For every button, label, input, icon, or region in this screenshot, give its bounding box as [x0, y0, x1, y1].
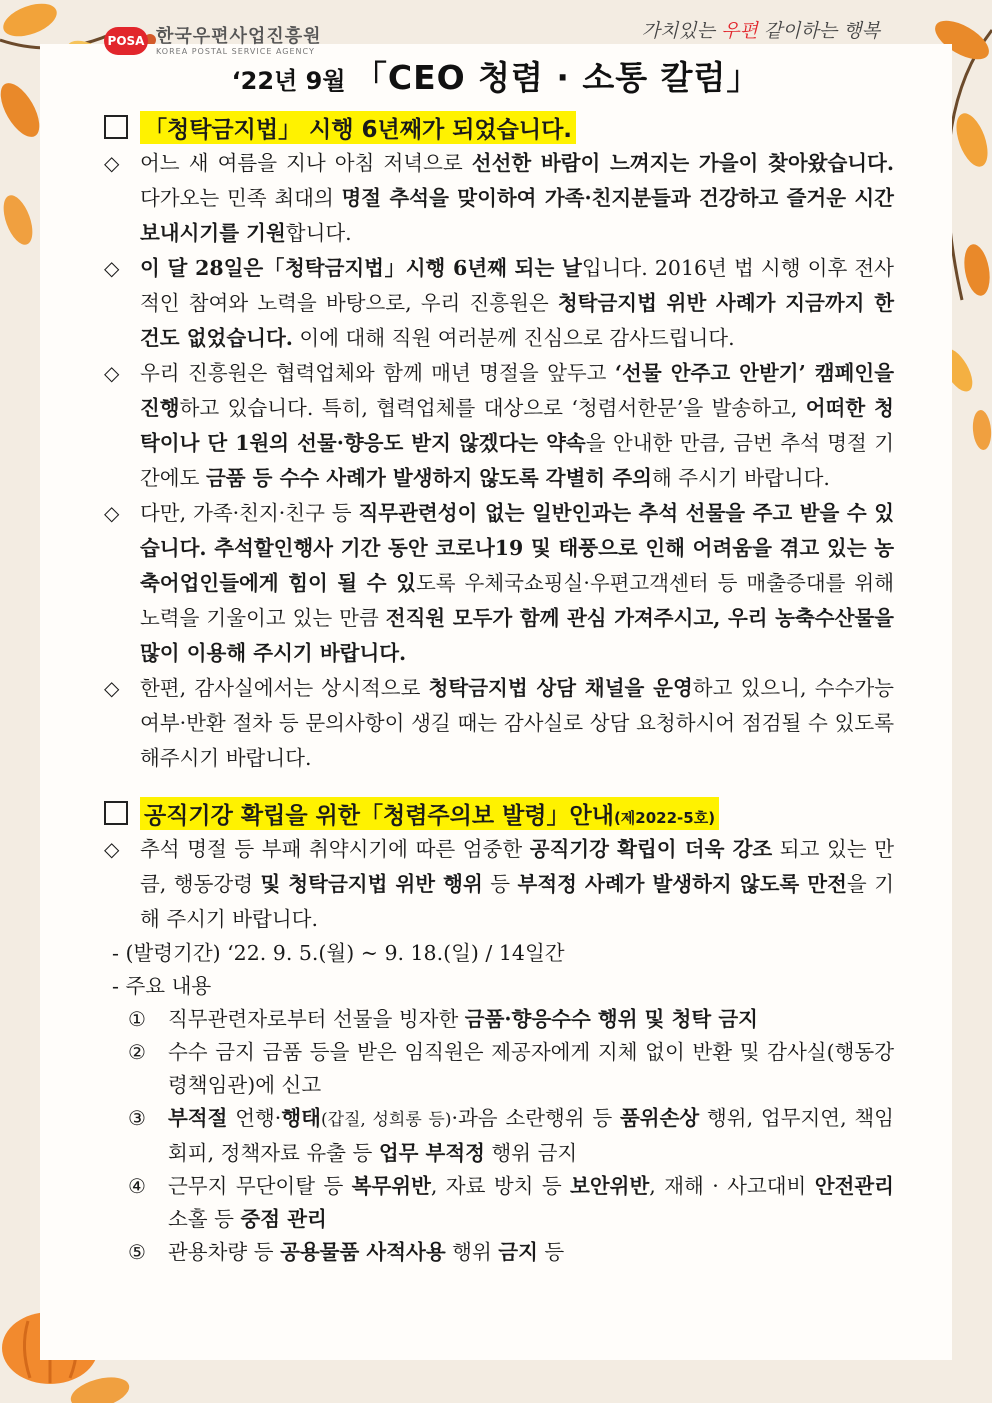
- text-segment: 해 주시기 바랍니다.: [651, 466, 830, 490]
- bold-text-segment: 어떠한 청탁이나 단 1원의 선물·향응도 받지 않겠다는 약속: [140, 396, 894, 455]
- text-segment: 합니다.: [285, 221, 352, 245]
- bullet-paragraph: [104, 146, 894, 251]
- text-segment: 우리 진흥원은 협력업체와 함께 매년 명절을 앞두고: [140, 361, 615, 385]
- text-segment: 다가오는 민족 최대의: [140, 186, 342, 210]
- bullet-paragraph: [104, 356, 894, 496]
- section2-heading: [104, 794, 894, 832]
- diamond-bullet-icon: ◇: [104, 501, 120, 525]
- text-segment: 수수 금지 금품 등을 받은 임직원은 제공자에게 지체 없이 반환 및 감사실(행동강령책임관)에 신고: [168, 1040, 894, 1097]
- text-segment: 행위: [445, 1240, 499, 1264]
- bullet-paragraph: [104, 496, 894, 671]
- main-contents-label: - 주요 내용: [112, 974, 212, 998]
- section2-heading-note: (제2022-5호): [613, 808, 716, 827]
- bullet-paragraph: [104, 832, 894, 937]
- logo-name-english: KOREA POSTAL SERVICE AGENCY: [156, 46, 315, 56]
- section2-heading-text: 공직기강 확립을 위한「청렴주의보 발령」안내: [144, 802, 614, 829]
- slogan: 가치있는 우편 같이하는 행복: [641, 20, 880, 42]
- section2-items: [104, 832, 894, 937]
- numbered-item-text: [168, 1036, 894, 1102]
- numbered-item-text: [168, 1236, 894, 1269]
- bullet-paragraph: [104, 251, 894, 356]
- bold-text-segment: 중점 관리: [240, 1207, 327, 1231]
- text-segment: 어느 새 여름을 지나 아침 저녁으로: [140, 151, 472, 175]
- bold-text-segment: 청탁금지법 위반 사례가 지금까지 한 건도 없었습니다.: [140, 291, 894, 350]
- numbered-item-text: [168, 1102, 894, 1170]
- bold-text-segment: ‘선물 안주고 안받기’ 캠페인을 진행: [140, 361, 894, 420]
- logo-name-korean: 한국우편사업진흥원: [156, 25, 322, 47]
- text-segment: , 자료 방치 등: [430, 1174, 571, 1198]
- title-main: 「CEO 청렴 · 소통 칼럼」: [353, 58, 761, 97]
- text-segment: 행위, 업무지연, 책임회피, 정책자료 유출 등: [168, 1106, 894, 1165]
- numbered-item-text: [168, 1003, 894, 1036]
- paragraph-text: [140, 671, 894, 776]
- text-segment: 하고 있습니다. 특히, 협력업체를 대상으로 ‘청렴서한문’을 발송하고,: [179, 396, 806, 420]
- text-segment: 입니다. 2016년 법 시행 이후 전사적인 참여와 노력을 바탕으로, 우리 진흥원은: [140, 256, 894, 315]
- text-segment: 등: [537, 1240, 565, 1264]
- circled-number-icon: ①: [128, 1007, 146, 1031]
- text-segment: 행위 금지: [484, 1141, 578, 1165]
- bullet-paragraph: [104, 671, 894, 776]
- text-segment: 을 기해 주시기 바랍니다.: [140, 872, 894, 931]
- text-segment: 소홀 등: [168, 1207, 241, 1231]
- circled-number-icon: ③: [128, 1106, 146, 1130]
- bold-text-segment: 선선한 바람이 느껴지는 가을이 찾아왔습니다.: [471, 151, 894, 175]
- bold-text-segment: 전직원 모두가 함께 관심 가져주시고, 우리 농축수산물을 많이 이용해 주시기 바랍니다.: [140, 606, 894, 665]
- bold-text-segment: 안전관리: [814, 1174, 894, 1198]
- paragraph-text: [140, 251, 894, 356]
- column-content: [104, 108, 894, 1269]
- circled-number-icon: ②: [128, 1040, 146, 1064]
- posa-badge: POSA: [104, 27, 148, 55]
- text-segment: 등: [482, 872, 518, 896]
- bold-text-segment: 복무위반: [351, 1174, 431, 1198]
- numbered-item: [104, 1236, 894, 1269]
- text-segment: , 재해 · 사고대비: [649, 1174, 815, 1198]
- bold-text-segment: 금품·향응수수 행위 및 청탁 금지: [464, 1007, 758, 1031]
- numbered-list: [104, 1003, 894, 1269]
- text-segment: ·과음 소란행위 등: [451, 1106, 620, 1130]
- bold-text-segment: 금품 등 수수 사례가 발생하지 않도록 각별히 주의: [205, 466, 652, 490]
- paragraph-text: [140, 146, 894, 251]
- checkbox-square-icon: [104, 115, 128, 139]
- text-segment: 하고 있으니, 수수가능 여부·반환 절차 등 문의사항이 생길 때는 감사실로 상담 요청하시어 점검될 수 있도록 해주시기 바랍니다.: [140, 676, 894, 770]
- section1-items: [104, 146, 894, 776]
- bold-text-segment: 업무 부적정: [378, 1141, 485, 1165]
- bold-text-segment: 부적절: [168, 1106, 228, 1130]
- numbered-item: [104, 1170, 894, 1236]
- diamond-bullet-icon: ◇: [104, 361, 120, 385]
- page-title: [0, 52, 992, 99]
- numbered-item: [104, 1036, 894, 1102]
- bold-text-segment: 품위손상: [619, 1106, 700, 1130]
- text-segment: (갑질, 성희롱 등): [320, 1110, 452, 1130]
- section1-heading: [104, 108, 894, 146]
- paragraph-text: [140, 832, 894, 937]
- text-segment: 관용차량 등: [168, 1240, 281, 1264]
- section1-heading-text: 「청탁금지법」 시행 6년째가 되었습니다.: [140, 111, 576, 144]
- bold-text-segment: 보안위반: [570, 1174, 650, 1198]
- bold-text-segment: 명절 추석을 맞이하여 가족·친지분들과 건강하고 즐거운 시간 보내시기를 기원: [140, 186, 894, 245]
- text-segment: 추석 명절 등 부패 취약시기에 따른 엄중한: [140, 837, 530, 861]
- numbered-item: [104, 1102, 894, 1170]
- title-date: ‘22년 9월: [231, 67, 354, 95]
- bold-text-segment: 이 달 28일은「청탁금지법」시행 6년째 되는 날: [140, 256, 582, 280]
- numbered-item: [104, 1003, 894, 1036]
- bold-text-segment: 공용물품 사적사용: [280, 1240, 446, 1264]
- text-segment: 도록 우체국쇼핑실·우편고객센터 등 매출증대를 위해 노력을 기울이고 있는 만큼: [140, 571, 894, 630]
- circled-number-icon: ⑤: [128, 1240, 146, 1264]
- paragraph-text: [140, 356, 894, 496]
- text-segment: 한편, 감사실에서는 상시적으로: [140, 676, 429, 700]
- alert-period: - (발령기간) ‘22. 9. 5.(월) ~ 9. 18.(일) / 14일간: [112, 941, 565, 965]
- bold-text-segment: 행태: [281, 1106, 321, 1130]
- text-segment: 되고 있는 만큼, 행동강령: [140, 837, 894, 896]
- text-segment: 근무지 무단이탈 등: [168, 1174, 352, 1198]
- diamond-bullet-icon: ◇: [104, 151, 120, 175]
- text-segment: 이에 대해 직원 여러분께 진심으로 감사드립니다.: [292, 326, 735, 350]
- diamond-bullet-icon: ◇: [104, 676, 120, 700]
- bold-text-segment: 공직기강 확립이 더욱 강조: [529, 837, 773, 861]
- text-segment: 언행·: [227, 1106, 282, 1130]
- diamond-bullet-icon: ◇: [104, 256, 120, 280]
- text-segment: 을 안내한 만큼, 금번 추석 명절 기간에도: [140, 431, 894, 490]
- paragraph-text: [140, 496, 894, 671]
- checkbox-square-icon: [104, 801, 128, 825]
- numbered-item-text: [168, 1170, 894, 1236]
- text-segment: 직무관련자로부터 선물을 빙자한: [168, 1007, 465, 1031]
- bold-text-segment: 부적정 사례가 발생하지 않도록 만전: [517, 872, 847, 896]
- bold-text-segment: 및 청탁금지법 위반 행위: [260, 872, 483, 896]
- bold-text-segment: 청탁금지법 상담 채널을 운영: [428, 676, 693, 700]
- text-segment: 다만, 가족·친지·친구 등: [140, 501, 359, 525]
- circled-number-icon: ④: [128, 1174, 146, 1198]
- bold-text-segment: 금지: [498, 1240, 538, 1264]
- bold-text-segment: 직무관련성이 없는 일반인과는 추석 선물을 주고 받을 수 있습니다. 추석할인행사 기간 동안 코로나19 및 태풍으로 인해 어려움을 겪고 있는 농축어업인들에게 힘이 될 수 있: [140, 501, 894, 595]
- diamond-bullet-icon: ◇: [104, 837, 120, 861]
